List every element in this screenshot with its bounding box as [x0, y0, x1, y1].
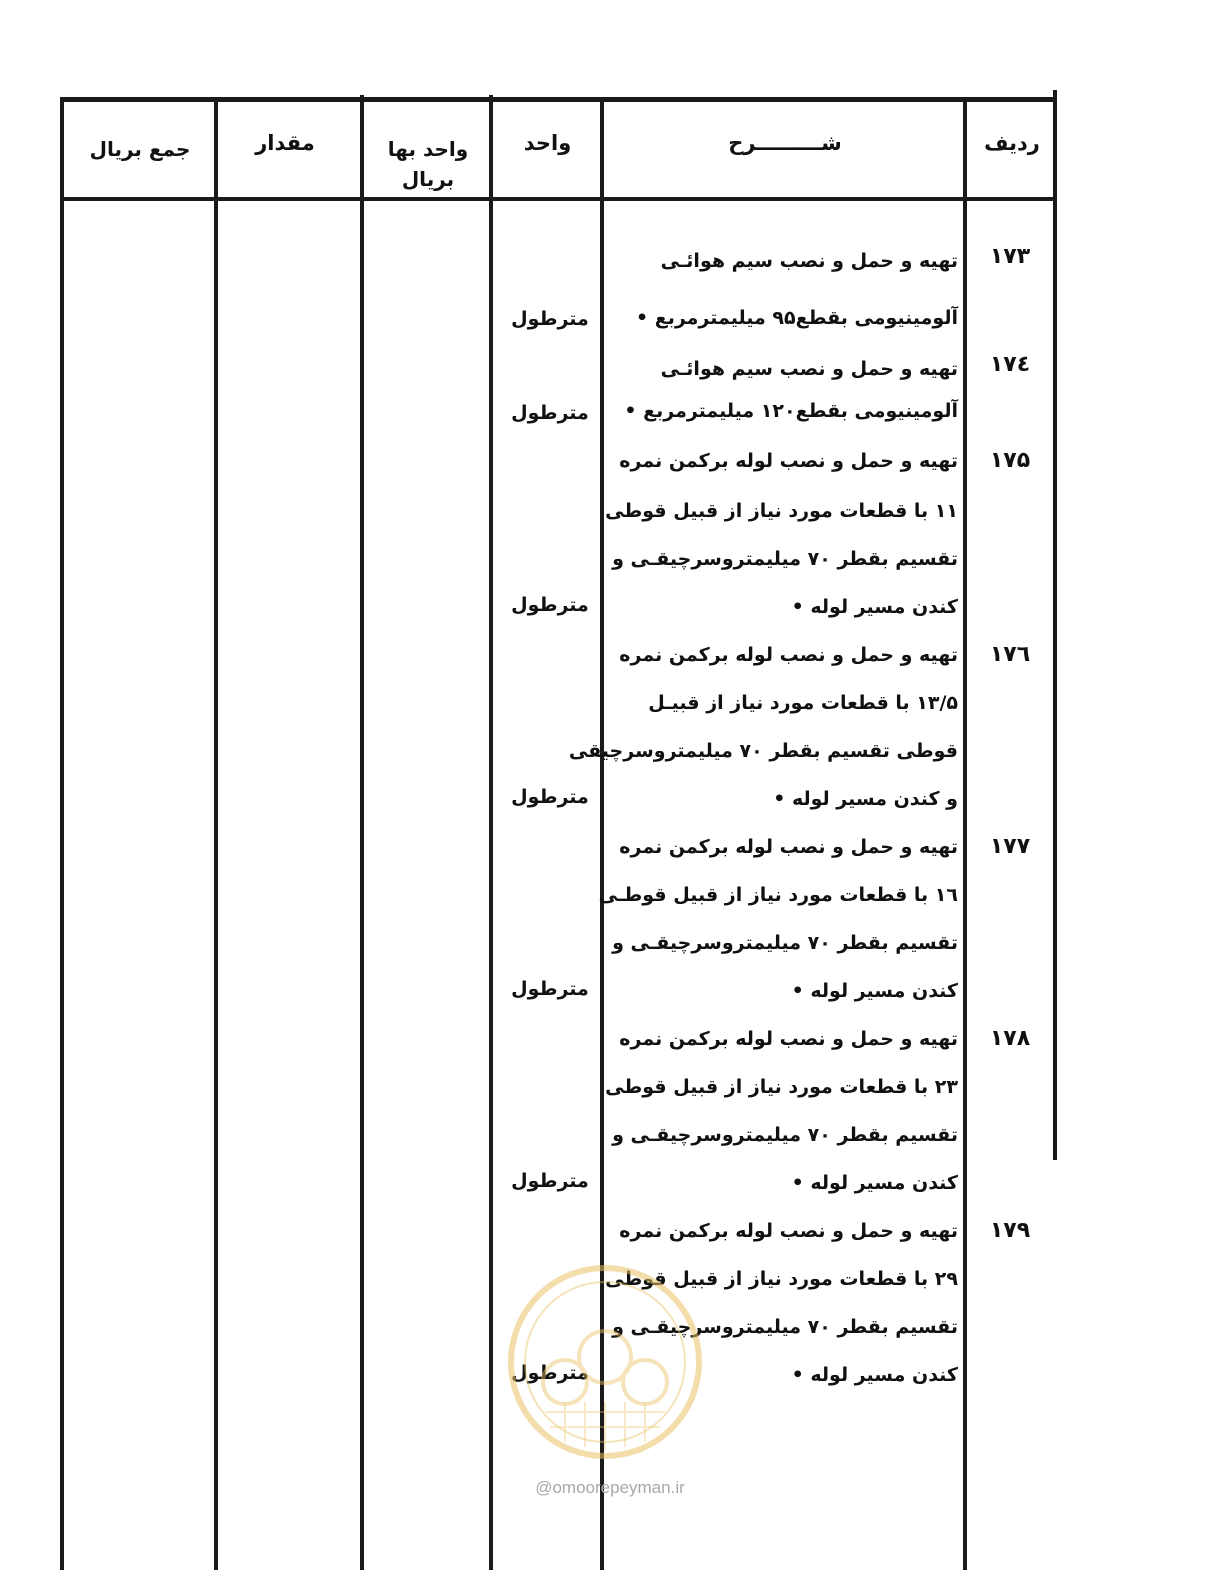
description-line: تقسیم بقطر ۷۰ میلیمتروسرچیقـی و	[612, 932, 958, 954]
description-line: ۱۳/۵ با قطعات مورد نیاز از قبیـل	[648, 692, 958, 714]
description-line: تهیه و حمل و نصب لوله برکمن نمره	[619, 450, 958, 472]
unit-cell: مترطول	[511, 1362, 589, 1384]
description-line: تهیه و حمل و نصب لوله برکمن نمره	[619, 1028, 958, 1050]
description-line: ۱٦ با قطعات مورد نیاز از قبیل قوطـی	[598, 884, 958, 906]
header-vahed-baha: واحد بها بریال	[387, 137, 469, 191]
row-number: ۱۷۳	[989, 244, 1031, 269]
unit-cell: مترطول	[511, 308, 589, 330]
header-jam: جمع بریال	[89, 137, 191, 161]
row-number: ۱۷۷	[989, 834, 1031, 859]
description-line: تهیه و حمل و نصب لوله برکمن نمره	[619, 836, 958, 858]
description-line: تهیه و حمل و نصب لوله برکمن نمره	[619, 1220, 958, 1242]
header-meghdar: مقدار	[255, 131, 315, 155]
header-radif: ردیف	[984, 131, 1040, 155]
column-divider	[214, 100, 218, 1570]
table-top-border	[60, 97, 1057, 102]
description-line: کندن مسیر لوله •	[791, 980, 958, 1002]
description-line: تهیه و حمل و نصب لوله برکمن نمره	[619, 644, 958, 666]
description-line: ۲۹ با قطعات مورد نیاز از قبیل قوطی	[605, 1268, 958, 1290]
row-number: ۱۷۸	[989, 1026, 1031, 1051]
description-line: تقسیم بقطر ۷۰ میلیمتروسرچیقـی و	[612, 548, 958, 570]
unit-cell: مترطول	[511, 786, 589, 808]
unit-cell: مترطول	[511, 1170, 589, 1192]
description-line: کندن مسیر لوله •	[791, 596, 958, 618]
description-line: تقسیم بقطر ۷۰ میلیمتروسرچیقـی و	[612, 1316, 958, 1338]
description-line: کندن مسیر لوله •	[791, 1172, 958, 1194]
description-line: ۱۱ با قطعات مورد نیاز از قبیل قوطی	[605, 500, 958, 522]
description-line: و کندن مسیر لوله •	[773, 788, 958, 810]
row-number: ۱۷٦	[989, 642, 1031, 667]
column-divider	[489, 95, 493, 1570]
column-divider	[60, 100, 64, 1570]
description-line: کندن مسیر لوله •	[791, 1364, 958, 1386]
unit-cell: مترطول	[511, 402, 589, 424]
description-line: ۲۳ با قطعات مورد نیاز از قبیل قوطی	[605, 1076, 958, 1098]
description-line: آلومینیومی بقطع۹۵ میلیمترمربع •	[635, 307, 958, 329]
unit-cell: مترطول	[511, 594, 589, 616]
column-divider	[963, 100, 967, 1570]
description-line: تهیه و حمل و نصب سیم هوائـی	[660, 358, 958, 380]
watermark-text: @omoorepeyman.ir	[535, 1478, 685, 1497]
header-bottom-border	[62, 197, 1056, 201]
column-divider	[1053, 90, 1057, 1160]
column-divider	[360, 95, 364, 1570]
header-vahed: واحد	[523, 131, 572, 155]
row-number: ۱۷۹	[989, 1218, 1031, 1243]
description-line: تهیه و حمل و نصب سیم هوائـی	[660, 250, 958, 272]
description-line: تقسیم بقطر ۷۰ میلیمتروسرچیقـی و	[612, 1124, 958, 1146]
row-number: ۱۷۵	[989, 448, 1031, 473]
description-line: آلومینیومی بقطع۱۲۰ میلیمترمربع •	[624, 400, 958, 422]
unit-cell: مترطول	[511, 978, 589, 1000]
header-sharh: شـــــــــرح	[728, 131, 842, 155]
stamp-logo	[505, 1262, 705, 1462]
description-line: قوطی تقسیم بقطر ۷۰ میلیمتروسرچیقی	[568, 740, 958, 762]
row-number: ۱۷٤	[989, 352, 1031, 377]
